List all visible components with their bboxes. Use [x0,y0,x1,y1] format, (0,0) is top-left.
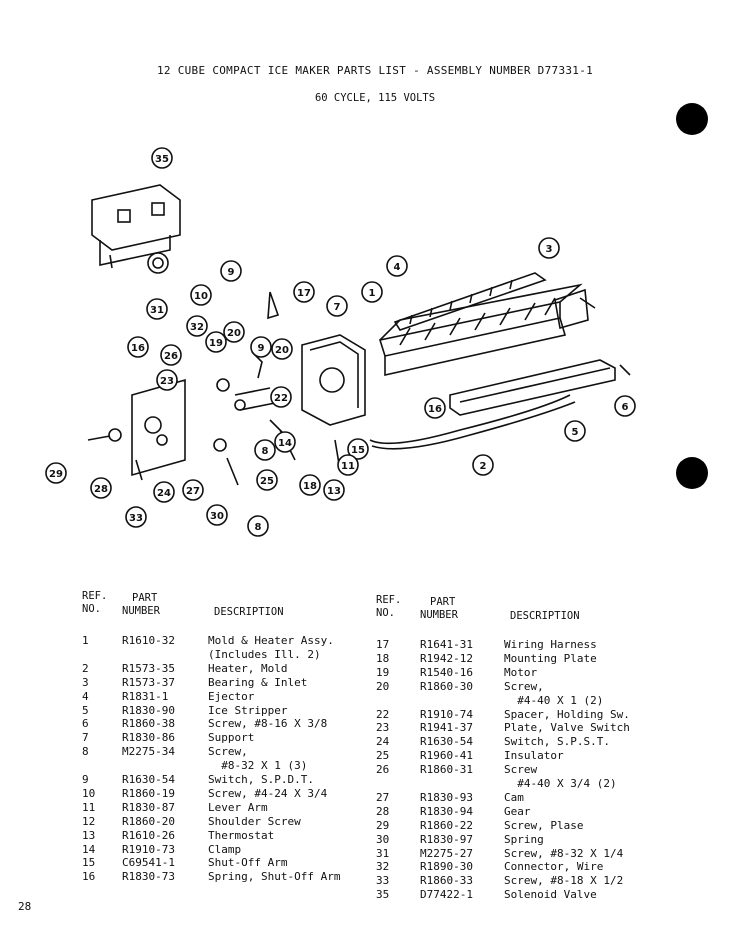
svg-text:16: 16 [131,343,145,354]
part-ref-number: 8 [82,745,89,759]
part-number: R1941-37 [420,721,473,735]
svg-text:32: 32 [190,322,204,333]
part-number: R1630-54 [420,735,473,749]
callout-29 [46,463,66,483]
callout-8b [248,516,268,536]
callout-20b [272,339,292,359]
part-description: Shoulder Screw [208,814,301,828]
header-number: NUMBER [122,605,160,617]
svg-text:20: 20 [275,345,289,356]
part-number: R1860-33 [420,874,473,888]
header-description: DESCRIPTION [510,610,580,622]
svg-text:15: 15 [351,445,365,456]
part-number: M2275-34 [122,745,175,759]
callout-20a [224,322,244,342]
svg-text:4: 4 [393,262,401,273]
part-number: D77422-1 [420,888,473,902]
page-number: 28 [18,900,32,913]
part-description: #4-40 X 3/4 (2) [504,777,617,790]
part-number: R1830-94 [420,804,473,818]
callout-9b [251,337,271,357]
part-description: Motor [504,665,538,679]
part-description: Screw, #8-16 X 3/8 [208,717,328,731]
part-description: #4-40 X 1 (2) [504,693,604,707]
part-number: R1641-31 [420,638,473,651]
callout-7 [327,296,347,316]
svg-text:16: 16 [428,404,442,415]
part-description: Cam [504,790,524,804]
svg-text:7: 7 [333,302,341,313]
part-ref-number: 31 [376,846,390,860]
part-ref-number: 32 [376,860,390,874]
svg-text:14: 14 [278,438,292,449]
part-ref-number: 35 [376,888,390,902]
part-ref-number: 29 [376,818,390,832]
part-ref-number: 13 [82,828,96,842]
header-ref: REF. [376,594,402,606]
part-description: Shut-Off Arm [208,856,288,870]
part-description: Ice Stripper [208,703,288,717]
svg-text:23: 23 [160,376,174,387]
callout-22 [271,387,291,407]
svg-text:29: 29 [49,469,63,480]
svg-text:9: 9 [227,267,235,278]
callout-4 [387,256,407,276]
part-number: R1830-73 [122,870,175,884]
callout-24 [154,482,174,502]
part-ref-number: 15 [82,856,96,870]
part-number: R1860-38 [122,717,175,731]
part-ref-number: 7 [82,731,89,745]
part-description: Clamp [208,842,242,856]
part-description: Switch, S.P.D.T. [208,773,314,786]
svg-text:28: 28 [94,484,108,495]
callout-35 [152,148,172,168]
part-description: Ejector [208,689,255,703]
part-ref-number: 27 [376,790,390,804]
part-number: R1630-54 [122,773,175,786]
svg-text:17: 17 [297,288,311,299]
part-description: Screw, Plase [504,818,584,832]
part-number: R1860-20 [122,814,175,828]
part-ref-number: 19 [376,665,390,679]
callout-16b [425,398,445,418]
part-ref-number: 4 [82,689,89,703]
part-ref-number: 26 [376,763,390,777]
part-description: #8-32 X 1 (3) [208,759,308,773]
part-description: Spring, Shut-Off Arm [208,870,341,884]
part-ref-number: 9 [82,773,89,786]
part-description: Screw, [208,745,248,759]
part-ref-number: 14 [82,842,96,856]
svg-text:30: 30 [210,511,224,522]
callout-13 [324,480,344,500]
svg-text:5: 5 [571,427,579,438]
callout-3 [539,238,559,258]
part-description: Screw, [504,679,544,693]
part-ref-number: 6 [82,717,89,731]
part-ref-number: 20 [376,679,390,693]
page-title: 12 CUBE COMPACT ICE MAKER PARTS LIST - ASSEMBLY NUMBER D77331-1 [156,64,594,77]
part-ref-number: 28 [376,804,390,818]
callout-27 [183,480,203,500]
part-number: R1610-26 [122,828,175,842]
part-ref-number: 25 [376,749,390,763]
svg-text:9: 9 [257,343,265,354]
callout-30 [207,505,227,525]
part-number: R1830-87 [122,800,175,814]
svg-text:2: 2 [479,461,487,472]
svg-text:27: 27 [186,486,200,497]
part-number: C69541-1 [122,856,175,870]
callout-16a [128,337,148,357]
callout-6 [615,396,635,416]
part-number: R1860-31 [420,763,473,777]
part-description: Plate, Valve Switch [504,721,630,735]
parts-table-right [376,590,676,900]
part-description: Gear [504,804,531,818]
part-ref-number: 24 [376,735,390,749]
header-part: PART [430,596,456,608]
part-number: R1573-37 [122,675,175,689]
part-description: Screw [504,763,538,777]
header-no: NO. [82,603,101,615]
callout-10 [191,285,211,305]
part-description: Screw, #4-24 X 3/4 [208,786,328,800]
part-ref-number: 18 [376,651,390,665]
part-number: R1960-41 [420,749,473,763]
part-description: Switch, S.P.S.T. [504,735,610,749]
part-number: R1540-16 [420,665,473,679]
part-number: R1860-19 [122,786,175,800]
svg-text:26: 26 [164,351,178,362]
svg-text:10: 10 [194,291,208,302]
part-number: R1910-73 [122,842,175,856]
part-number: R1860-30 [420,679,473,693]
svg-text:8: 8 [261,446,269,457]
part-description: Mold & Heater Assy. [208,634,334,647]
part-description: Wiring Harness [504,638,597,651]
exploded-parts-diagram [40,140,680,540]
callout-11 [338,455,358,475]
binder-hole-top [676,103,708,135]
part-ref-number: 3 [82,675,89,689]
part-number: R1610-32 [122,634,175,647]
callout-25 [257,470,277,490]
header-ref: REF. [82,590,108,602]
part-number: R1910-74 [420,707,473,721]
part-description: (Includes Ill. 2) [208,647,321,661]
svg-text:22: 22 [274,393,288,404]
part-ref-number: 2 [82,661,89,675]
part-number: R1830-90 [122,703,175,717]
callout-31 [147,299,167,319]
part-number: R1573-35 [122,661,175,675]
svg-text:18: 18 [303,481,317,492]
part-description: Mounting Plate [504,651,597,665]
header-description: DESCRIPTION [214,606,284,618]
svg-text:11: 11 [341,461,355,472]
part-number: R1942-12 [420,651,473,665]
part-number: R1860-22 [420,818,473,832]
part-description: Support [208,731,255,745]
part-ref-number: 30 [376,832,390,846]
part-number: R1890-30 [420,860,473,874]
part-description: Spacer, Holding Sw. [504,707,630,721]
header-number: NUMBER [420,609,458,621]
part-description: Insulator [504,749,564,763]
part-ref-number: 23 [376,721,390,735]
part-ref-number: 33 [376,874,390,888]
callout-33 [126,507,146,527]
svg-text:33: 33 [129,513,143,524]
header-no: NO. [376,607,395,619]
part-ref-number: 22 [376,707,390,721]
part-description: Spring [504,832,544,846]
callout-26 [161,345,181,365]
part-description: Screw, #8-18 X 1/2 [504,874,624,888]
part-number: M2275-27 [420,846,473,860]
part-description: Screw, #8-32 X 1/4 [504,846,624,860]
svg-text:25: 25 [260,476,274,487]
svg-text:19: 19 [209,338,223,349]
svg-text:3: 3 [545,244,553,255]
callout-17 [294,282,314,302]
parts-table-left [82,590,372,890]
callout-18 [300,475,320,495]
binder-hole-bottom [676,457,708,489]
callout-9a [221,261,241,281]
part-number: R1830-97 [420,832,473,846]
callout-2 [473,455,493,475]
svg-text:1: 1 [368,288,376,299]
callout-8a [255,440,275,460]
part-description: Bearing & Inlet [208,675,308,689]
part-ref-number: 1 [82,634,89,647]
callout-28 [91,478,111,498]
part-description: Heater, Mold [208,661,288,675]
svg-text:13: 13 [327,486,341,497]
svg-text:31: 31 [150,305,164,316]
part-ref-number: 12 [82,814,96,828]
part-description: Connector, Wire [504,860,604,874]
part-description: Solenoid Valve [504,888,597,902]
part-number: R1830-86 [122,731,175,745]
callout-19 [206,332,226,352]
svg-text:35: 35 [155,154,169,165]
callout-14 [275,432,295,452]
callout-32 [187,316,207,336]
svg-text:8: 8 [254,522,262,533]
page-subtitle: 60 CYCLE, 115 VOLTS [314,92,436,104]
part-ref-number: 5 [82,703,89,717]
part-number: R1830-93 [420,790,473,804]
part-ref-number: 16 [82,870,96,884]
part-description: Thermostat [208,828,275,842]
part-description: Lever Arm [208,800,268,814]
callout-23 [157,370,177,390]
part-ref-number: 11 [82,800,96,814]
svg-text:20: 20 [227,328,241,339]
header-part: PART [132,592,158,604]
callout-1 [362,282,382,302]
svg-text:24: 24 [157,488,171,499]
callout-5 [565,421,585,441]
part-ref-number: 10 [82,786,96,800]
part-number: R1831-1 [122,689,169,703]
svg-text:6: 6 [621,402,629,413]
part-ref-number: 17 [376,638,390,651]
